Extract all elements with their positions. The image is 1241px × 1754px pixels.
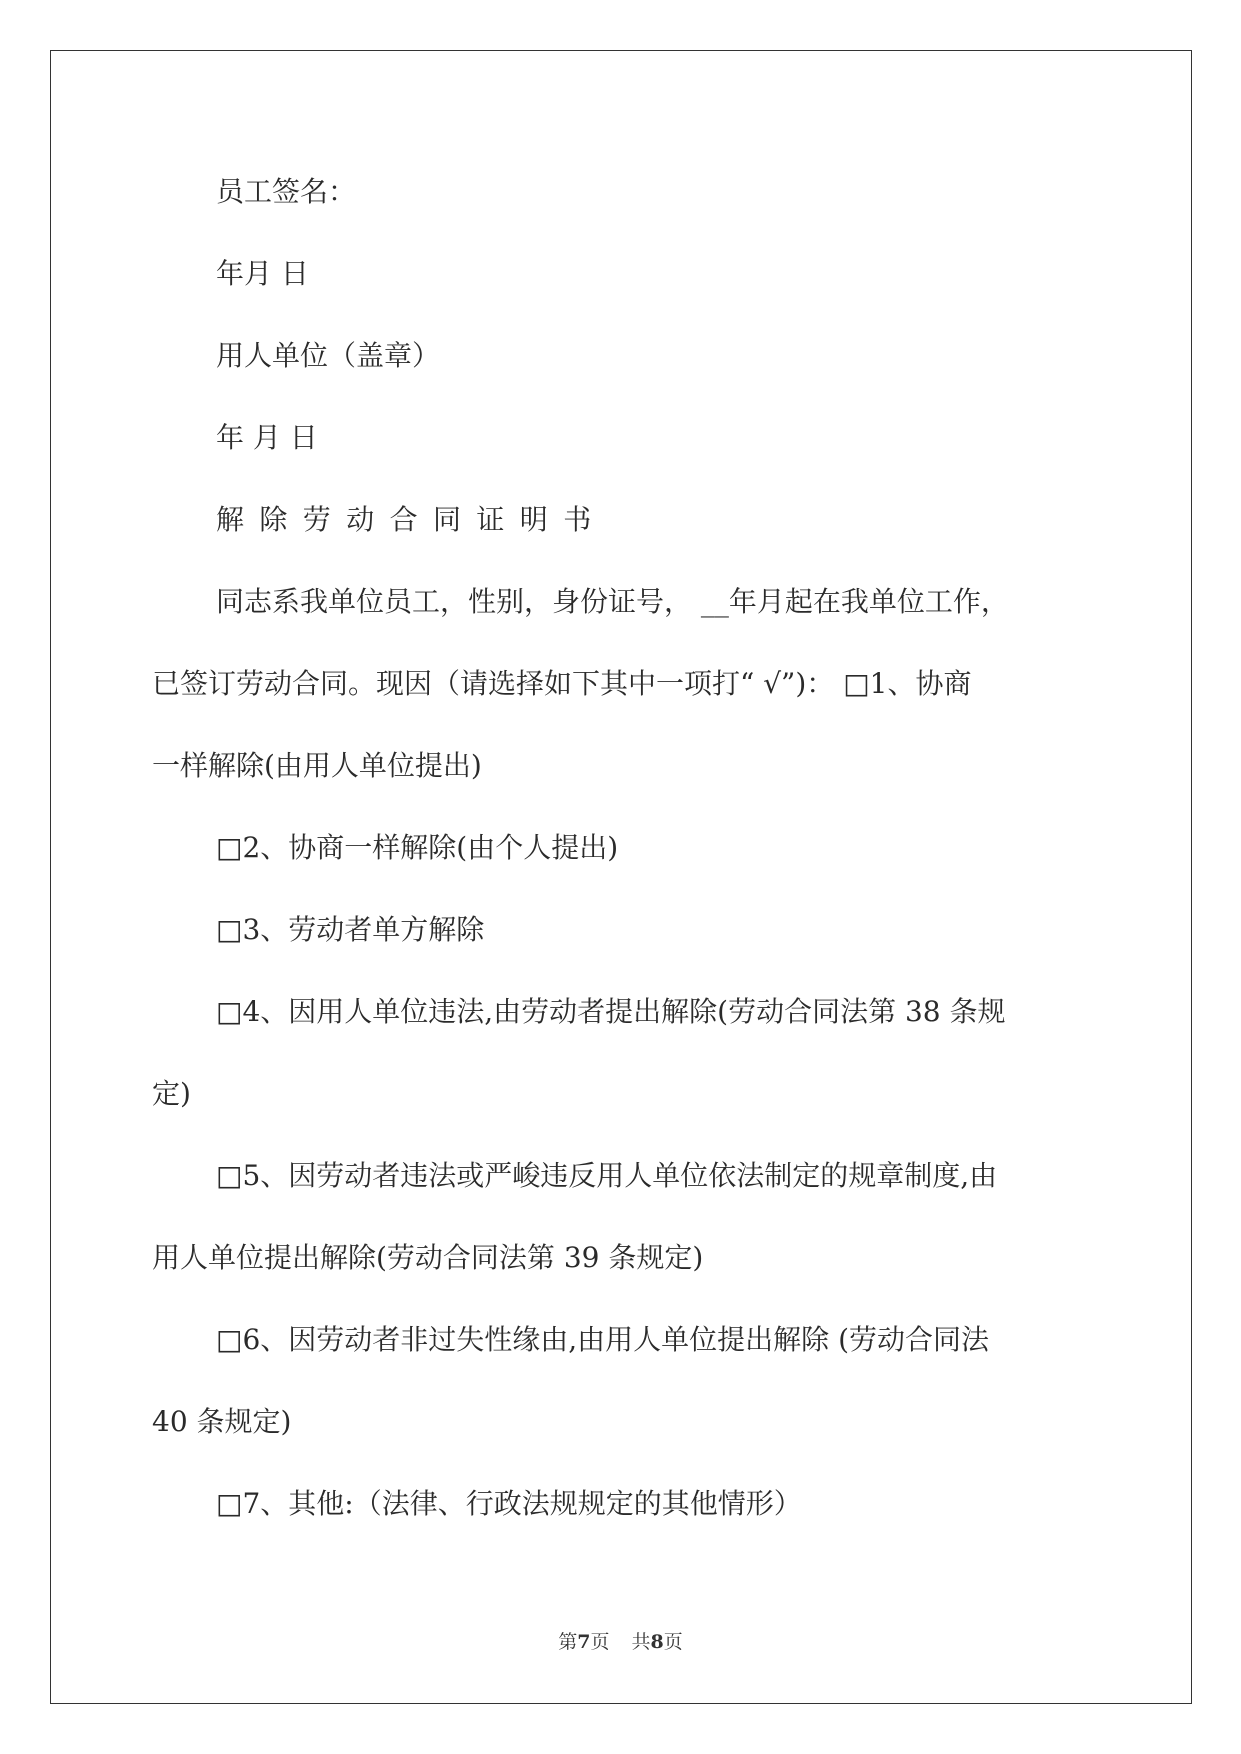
page-footer [0,1628,1241,1656]
paragraph-line: 同志系我单位员工，性别，身份证号， __年月起在我单位工作， [216,585,1009,618]
total-page-number: 8 [650,1631,664,1653]
option-4-continued: 定) [152,1077,191,1110]
option-5-continued: 用人单位提出解除(劳动合同法第 39 条规定) [152,1241,704,1274]
paragraph-line: 已签订劳动合同。现因（请选择如下其中一项打“ √”)： □1、协商 [152,667,972,700]
option-3: □3、劳动者单方解除 [216,913,485,946]
employer-date-line: 年 月 日 [216,421,318,454]
option-4: □4、因用人单位违法,由劳动者提出解除(劳动合同法第 38 条规 [216,995,1006,1028]
footer-total-suffix: 页 [663,1631,683,1653]
certificate-title: 解除劳动合同证明书 [216,503,607,536]
option-7: □7、其他:（法律、行政法规规定的其他情形） [216,1487,802,1520]
employee-date-line: 年月 日 [216,257,309,290]
option-5: □5、因劳动者违法或严峻违反用人单位依法制定的规章制度,由 [216,1159,998,1192]
page-frame [50,50,1192,1704]
footer-total-prefix: 共 [631,1631,651,1653]
option-6-continued: 40 条规定) [152,1405,292,1438]
option-2: □2、协商一样解除(由个人提出) [216,831,619,864]
option-6: □6、因劳动者非过失性缘由,由用人单位提出解除 (劳动合同法 [216,1323,989,1356]
employee-signature-label: 员工签名： [216,175,357,208]
current-page-number: 7 [577,1631,591,1653]
paragraph-line: 一样解除(由用人单位提出) [152,749,482,782]
footer-page-suffix: 页 [590,1631,610,1653]
footer-prefix: 第 [558,1631,578,1653]
employer-seal-label: 用人单位（盖章） [216,339,441,372]
